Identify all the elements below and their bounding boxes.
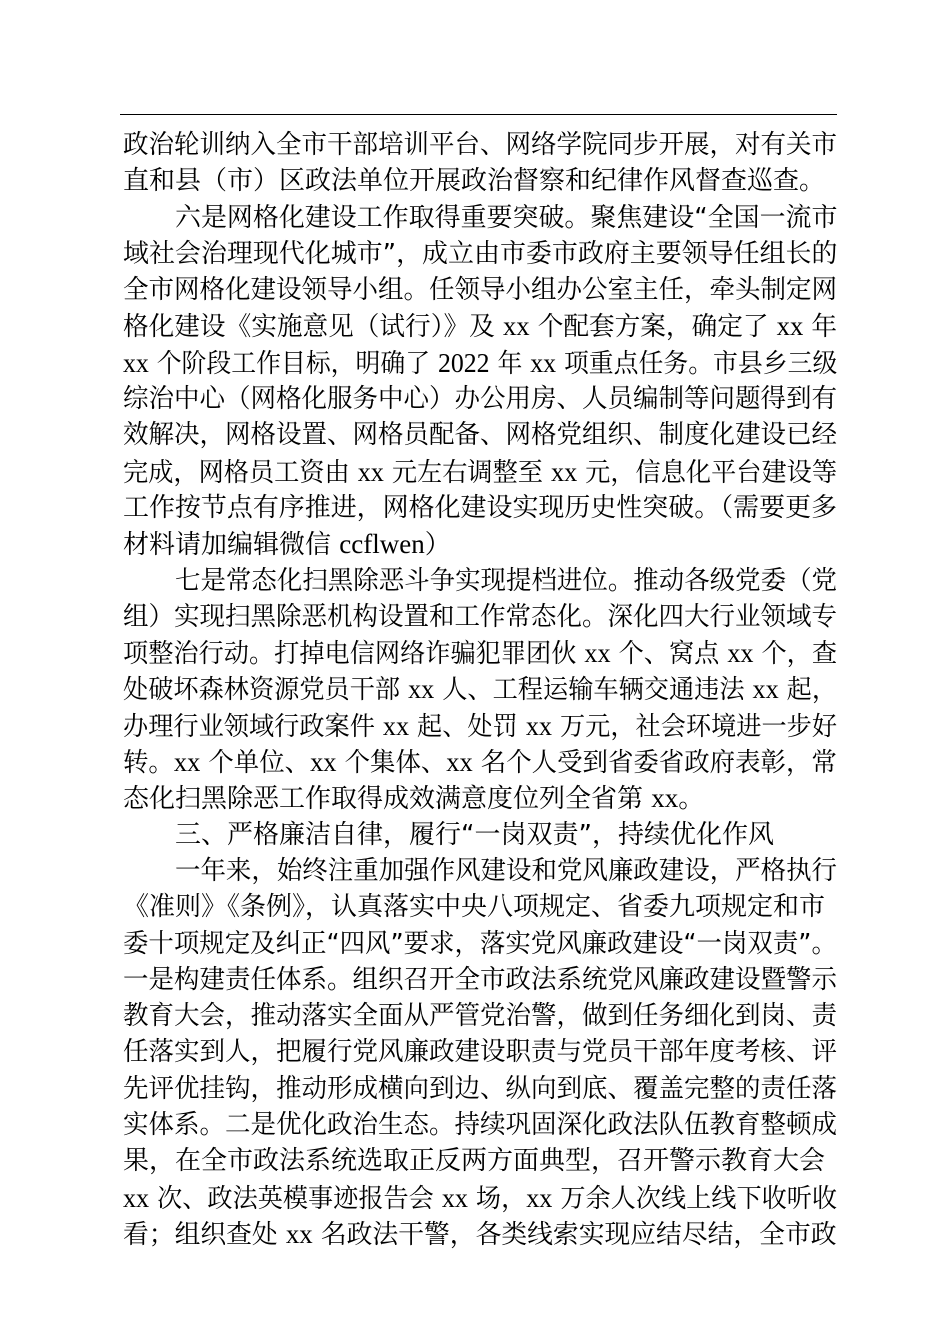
text-line: 六是网格化建设工作取得重要突破。聚焦建设“全国一流市 — [175, 202, 838, 233]
text-line: 态化扫黑除恶工作取得成效满意度位列全省第 xx。 — [123, 783, 705, 815]
text-line: 任落实到人，把履行党风廉政建设职责与党员干部年度考核、评 — [123, 1037, 838, 1068]
text-line: 教育大会，推动落实全面从严管党治警，做到任务细化到岗、责 — [123, 1001, 838, 1032]
text-line: 果，在全市政法系统选取正反两方面典型，召开警示教育大会 — [123, 1146, 826, 1177]
text-line: 政治轮训纳入全市干部培训平台、网络学院同步开展，对有关市 — [123, 130, 838, 160]
text-line: 《准则》《条例》，认真落实中央八项规定、省委九项规定和市 — [123, 892, 826, 923]
text-line: xx 个阶段工作目标，明确了 2022 年 xx 项重点任务。市县乡三级 — [123, 347, 838, 379]
text-line: 工作按节点有序推进，网格化建设实现历史性突破。（需要更多 — [123, 492, 838, 523]
text-line: 综治中心（网格化服务中心）办公用房、人员编制等问题得到有 — [123, 384, 838, 415]
text-line: 效解决，网格设置、网格员配备、网格党组织、制度化建设已经 — [123, 420, 838, 451]
text-line: 域社会治理现代化城市”，成立由市委市政府主要领导任组长的 — [123, 238, 838, 269]
text-line: xx 次、政法英模事迹报告会 xx 场，xx 万余人次线上线下收听收 — [123, 1182, 838, 1214]
text-line: 先评优挂钩，推动形成横向到边、纵向到底、覆盖完整的责任落 — [123, 1073, 838, 1104]
text-line: 一是构建责任体系。组织召开全市政法系统党风廉政建设暨警示 — [123, 964, 838, 995]
text-line: 全市网格化建设领导小组。任领导小组办公室主任，牵头制定网 — [123, 275, 838, 306]
text-line: 格化建设《实施意见（试行）》及 xx 个配套方案，确定了 xx 年 — [123, 311, 838, 343]
text-line: 项整治行动。打掉电信网络诈骗犯罪团伙 xx 个、窝点 xx 个，查 — [123, 638, 838, 670]
text-line: 材料请加编辑微信 ccflwen） — [123, 529, 451, 561]
text-line: 实体系。二是优化政治生态。持续巩固深化政法队伍教育整顿成 — [123, 1110, 838, 1141]
header-rule — [120, 114, 837, 115]
document-body — [123, 127, 839, 1252]
text-line: 处破坏森林资源党员干部 xx 人、工程运输车辆交通违法 xx 起， — [123, 674, 838, 706]
text-line: 完成，网格员工资由 xx 元左右调整至 xx 元，信息化平台建设等 — [123, 456, 838, 488]
text-line: 转。xx 个单位、xx 个集体、xx 名个人受到省委省政府表彰，常 — [123, 747, 837, 779]
text-line: 看；组织查处 xx 名政法干警，各类线索实现应结尽结，全市政 — [123, 1218, 837, 1250]
text-line: 七是常态化扫黑除恶斗争实现提档进位。推动各级党委（党 — [175, 565, 838, 596]
text-line: 委十项规定及纠正“四风”要求，落实党风廉政建设“一岗双责”。 — [123, 928, 837, 959]
text-line: 直和县（市）区政法单位开展政治督察和纪律作风督查巡查。 — [123, 166, 826, 197]
text-line: 组）实现扫黑除恶机构设置和工作常态化。深化四大行业领域专 — [123, 601, 838, 632]
text-line: 三、严格廉洁自律，履行“一岗双责”，持续优化作风 — [175, 819, 774, 850]
text-line: 办理行业领域行政案件 xx 起、处罚 xx 万元，社会环境进一步好 — [123, 710, 838, 742]
text-line: 一年来，始终注重加强作风建设和党风廉政建设，严格执行 — [175, 855, 838, 886]
